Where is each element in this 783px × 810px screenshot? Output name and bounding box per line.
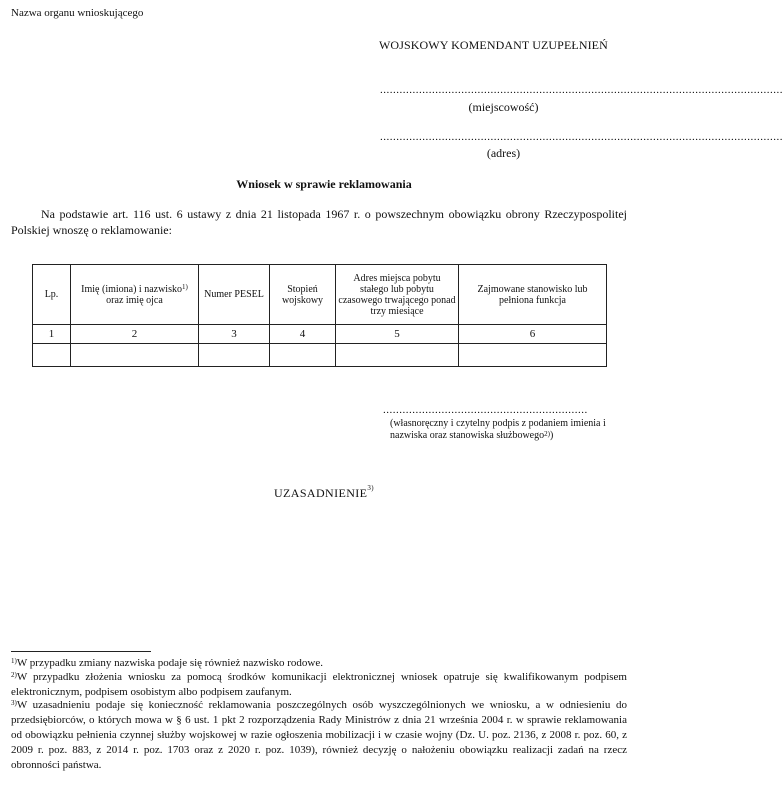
recipient-heading: WOJSKOWY KOMENDANT UZUPEŁNIEŃ — [379, 38, 608, 52]
signature-caption-close: ) — [549, 430, 554, 441]
table-number-cell: 3 — [199, 325, 270, 344]
footnote-separator — [11, 651, 151, 652]
intro-paragraph: Na podstawie art. 116 ust. 6 ustawy z dnia 21 listopada 1967 r. o powszechnym obowiązku obrony Rzeczypospolitej Polskiej wnoszę o reklamowanie: — [11, 207, 627, 237]
signature-caption-text: (własnoręczny i czytelny podpis z podaniem imienia i nazwiska oraz stanowiska służbowego — [390, 418, 606, 441]
place-dotted-line: ............................................................................................................................ — [380, 84, 783, 96]
justification-heading — [0, 486, 648, 501]
table-header-cell: Stopień wojskowy — [270, 265, 336, 325]
justification-label: UZASADNIENIE — [273, 486, 368, 500]
table-header-cell: Adres miejsca pobytu stałego lub pobytu czasowego trwającego ponad trzy miesiące — [336, 265, 459, 325]
table-header-row — [33, 265, 607, 325]
signature-caption — [390, 418, 620, 442]
footnote-text: W uzasadnieniu podaje się konieczność reklamowania poszczególnych osób wyszczególnionych we wniosku, a w odniesieniu do przedsiębiorców, o których mowa w § 6 ust. 1 pkt 2 rozporządzenia Rady Ministrów z dnia 21 września 2004 r. w sprawie reklamowania od obowiązku pełnienia czynnej służby wojskowej w razie ogłoszenia mobilizacji i w czasie wojny (Dz. U. poz. 2136, z 2008 r. poz. 60, z 2009 r. poz. 883, z 2014 r. poz. 1703 oraz z 2020 r. poz. 1039), również decyzję o nałożeniu obowiązku realizacji zadań na rzecz obronności państwa. — [11, 699, 627, 771]
table-blank-cell[interactable] — [71, 344, 199, 367]
table-blank-cell[interactable] — [33, 344, 71, 367]
footnote-ref: 1) — [181, 282, 188, 291]
footnote-text: W przypadku złożenia wniosku za pomocą środków komunikacji elektronicznej wniosek opatruje się kwalifikowanym podpisem elektronicznym, podpisem osobistym albo podpisem zaufanym. — [11, 671, 627, 698]
table-number-cell: 4 — [270, 325, 336, 344]
table-blank-cell[interactable] — [270, 344, 336, 367]
table-header-cell: Lp. — [33, 265, 71, 325]
table-number-row — [33, 325, 607, 344]
footnote-1 — [11, 656, 627, 671]
signature-dotted-line: ............................................................... — [383, 404, 588, 416]
footnote-ref: 3) — [367, 484, 375, 492]
table-header-cell: Numer PESEL — [199, 265, 270, 325]
footnote-3 — [11, 698, 627, 773]
place-caption: (miejscowość) — [468, 100, 539, 114]
address-dotted-line: ............................................................................................................................ — [380, 131, 783, 143]
table-number-cell: 2 — [71, 325, 199, 344]
table-row — [33, 344, 607, 367]
organ-name-label: Nazwa organu wnioskującego — [11, 7, 144, 19]
header-name-text: Imię (imiona) i nazwisko — [81, 283, 182, 295]
footnote-ref: 2) — [544, 430, 550, 438]
footnote-marker: 1) — [11, 657, 17, 665]
table-number-cell: 6 — [459, 325, 607, 344]
table-blank-cell[interactable] — [199, 344, 270, 367]
table-header-cell — [71, 265, 199, 325]
footnote-text: W przypadku zmiany nazwiska podaje się również nazwisko rodowe. — [16, 657, 324, 669]
table-number-cell: 1 — [33, 325, 71, 344]
header-name-text-line2: oraz imię ojca — [106, 294, 163, 306]
footnote-2 — [11, 670, 627, 700]
table-blank-cell[interactable] — [336, 344, 459, 367]
request-table — [32, 264, 607, 367]
table-blank-cell[interactable] — [459, 344, 607, 367]
table-number-cell: 5 — [336, 325, 459, 344]
address-caption: (adres) — [486, 146, 521, 160]
table-header-cell: Zajmowane stanowisko lub pełniona funkcja — [459, 265, 607, 325]
footnote-marker: 3) — [11, 699, 17, 707]
document-title: Wniosek w sprawie reklamowania — [236, 177, 412, 191]
footnote-marker: 2) — [11, 671, 17, 679]
